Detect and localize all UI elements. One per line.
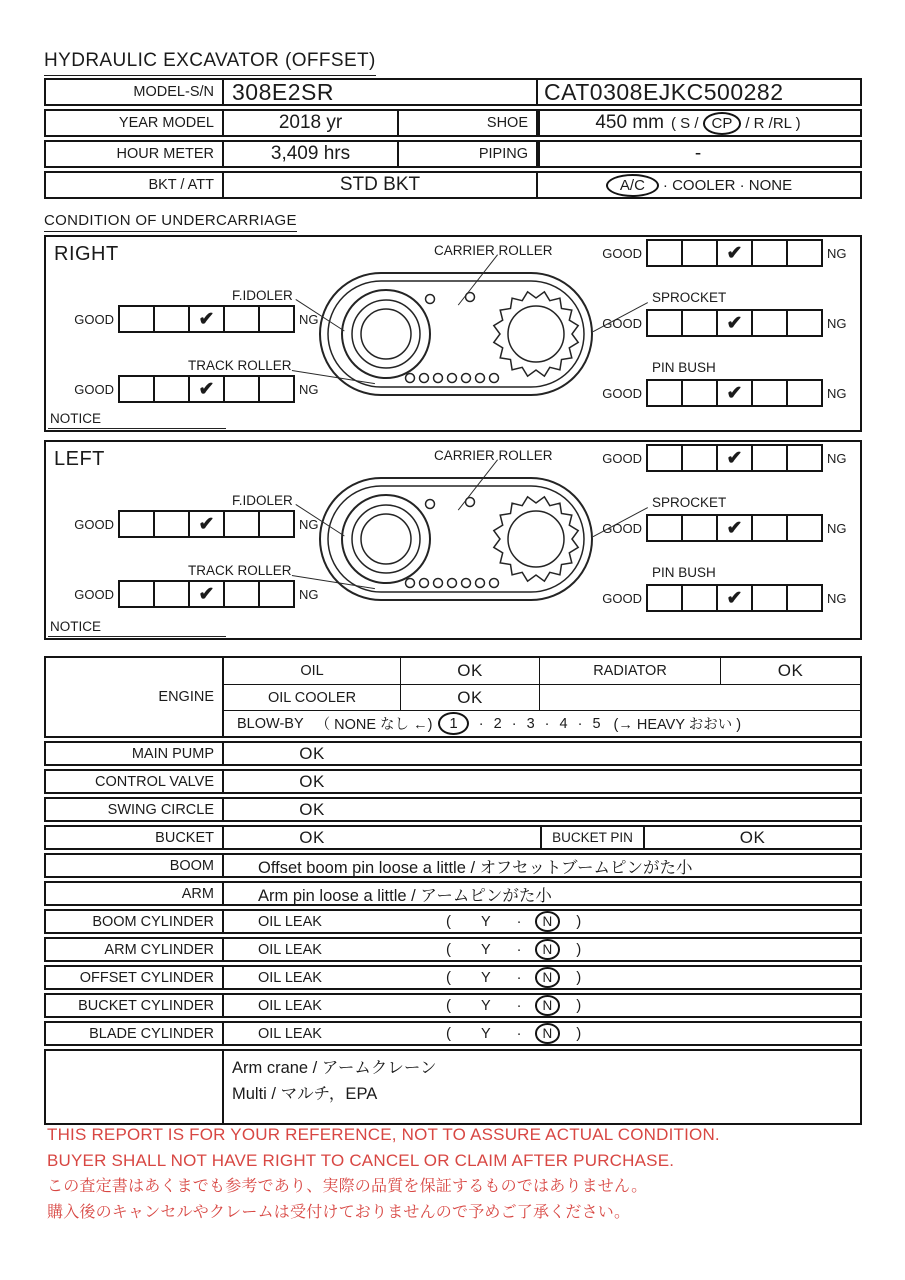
engine-label: ENGINE bbox=[46, 658, 224, 736]
bucket-value: OK bbox=[299, 827, 325, 847]
paren-close: ) bbox=[576, 997, 582, 1014]
rating-box bbox=[258, 512, 293, 536]
rating-box bbox=[188, 307, 223, 331]
check-mark: ✔ bbox=[726, 587, 743, 609]
rating-boxes bbox=[118, 305, 295, 333]
paren-open: ( bbox=[446, 997, 451, 1014]
rating-box bbox=[716, 516, 751, 540]
oil-leak-label: OIL LEAK bbox=[258, 1025, 322, 1042]
oil-cooler-label: OIL COOLER bbox=[224, 684, 400, 710]
rating-box bbox=[153, 582, 188, 606]
check-mark: ✔ bbox=[726, 312, 743, 334]
track-diagram bbox=[312, 259, 652, 409]
carrier-roller-label: CARRIER ROLLER bbox=[434, 448, 553, 463]
track-roller-icon bbox=[406, 579, 415, 588]
pin-bush-label: PIN BUSH bbox=[652, 565, 716, 580]
ng-label: NG bbox=[827, 450, 847, 466]
notes-content bbox=[224, 1051, 437, 1123]
paren-open: ( bbox=[446, 941, 451, 958]
sprocket-label: SPROCKET bbox=[652, 495, 727, 510]
dot-separator: · bbox=[516, 941, 522, 958]
front-idler-icon bbox=[342, 290, 430, 378]
bucket-cylinder-row bbox=[44, 993, 862, 1018]
boom-row bbox=[44, 853, 862, 878]
shoe-options-pre: ( S / bbox=[670, 114, 699, 132]
check-group-track-left bbox=[74, 580, 319, 608]
check-group-pinbush-left bbox=[602, 584, 847, 612]
arm-value: Arm pin loose a little / アームピンがた小 bbox=[258, 886, 552, 905]
ng-label: NG bbox=[299, 381, 319, 397]
leak-yes-option: Y bbox=[481, 1025, 491, 1042]
track-roller-icon bbox=[434, 374, 443, 383]
engine-empty-cell bbox=[539, 684, 860, 710]
shoe-label: SHOE bbox=[397, 111, 538, 135]
rating-boxes bbox=[118, 375, 295, 403]
track-roller-icon bbox=[490, 374, 499, 383]
carrier-roller-label: CARRIER ROLLER bbox=[434, 243, 553, 258]
good-label: GOOD bbox=[602, 520, 642, 536]
rating-box bbox=[751, 586, 786, 610]
rating-box bbox=[786, 446, 821, 470]
arm-label: ARM bbox=[46, 883, 224, 904]
leak-yes-option: Y bbox=[481, 969, 491, 986]
leak-yes-option: Y bbox=[481, 913, 491, 930]
carrier-roller-icon bbox=[426, 500, 435, 509]
boom-label: BOOM bbox=[46, 855, 224, 876]
check-group-carrier-left bbox=[602, 444, 847, 472]
notes-label-cell bbox=[46, 1051, 224, 1123]
rating-box bbox=[716, 586, 751, 610]
disclaimer bbox=[47, 1122, 720, 1226]
notes-row bbox=[44, 1049, 862, 1125]
ng-label: NG bbox=[827, 590, 847, 606]
hour-piping-row bbox=[44, 140, 862, 168]
sprocket-gear-icon bbox=[494, 292, 578, 376]
blowby-scale: · 2 · 3 · 4 · 5 bbox=[478, 715, 604, 732]
good-label: GOOD bbox=[602, 245, 642, 261]
check-mark: ✔ bbox=[198, 378, 215, 400]
undercarriage-panel-right bbox=[44, 235, 862, 432]
sprocket-gear-icon bbox=[494, 497, 578, 581]
dot-separator: · bbox=[516, 913, 522, 930]
oil-leak-label: OIL LEAK bbox=[258, 913, 322, 930]
oil-leak-label: OIL LEAK bbox=[258, 997, 322, 1014]
blade-cylinder-row bbox=[44, 1021, 862, 1046]
paren-close: ) bbox=[576, 1025, 582, 1042]
sprocket-label: SPROCKET bbox=[652, 290, 727, 305]
track-diagram bbox=[312, 464, 652, 614]
rating-box bbox=[120, 582, 153, 606]
track-roller-label: TRACK ROLLER bbox=[188, 563, 292, 578]
rating-boxes bbox=[646, 514, 823, 542]
ng-label: NG bbox=[827, 520, 847, 536]
control-valve-row bbox=[44, 769, 862, 794]
oil-label: OIL bbox=[300, 663, 324, 679]
ng-label: NG bbox=[827, 245, 847, 261]
boom-value: Offset boom pin loose a little / オフセットブームピンがた小 bbox=[258, 858, 693, 877]
blowby-selected-circle: 1 bbox=[438, 712, 468, 735]
rating-box bbox=[188, 582, 223, 606]
check-group-sprocket-left bbox=[602, 514, 847, 542]
page-title: HYDRAULIC EXCAVATOR (OFFSET) bbox=[44, 50, 376, 76]
rating-box bbox=[681, 516, 716, 540]
side-label-left: LEFT bbox=[54, 448, 105, 470]
rating-box bbox=[223, 582, 258, 606]
bkt-att-row bbox=[44, 171, 862, 199]
check-group-idoler-left bbox=[74, 510, 319, 538]
paren-open: ( bbox=[446, 969, 451, 986]
track-roller-icon bbox=[476, 579, 485, 588]
rating-boxes bbox=[118, 580, 295, 608]
blowby-row bbox=[224, 710, 860, 736]
control-valve-value: OK bbox=[299, 771, 325, 791]
rating-box bbox=[153, 512, 188, 536]
pin-bush-label: PIN BUSH bbox=[652, 360, 716, 375]
model-sn-label: MODEL-S/N bbox=[46, 80, 224, 104]
bkt-att-value: STD BKT bbox=[339, 174, 421, 195]
rating-box bbox=[751, 311, 786, 335]
rating-box bbox=[786, 381, 821, 405]
hour-meter-label: HOUR METER bbox=[46, 142, 224, 166]
ng-label: NG bbox=[299, 516, 319, 532]
ng-label: NG bbox=[827, 315, 847, 331]
swing-circle-label: SWING CIRCLE bbox=[46, 799, 224, 820]
rating-box bbox=[258, 377, 293, 401]
paren-open: ( bbox=[446, 913, 451, 930]
check-group-pinbush-right bbox=[602, 379, 847, 407]
rating-box bbox=[681, 446, 716, 470]
leak-no-selected-circle: N bbox=[535, 939, 561, 960]
rating-box bbox=[716, 311, 751, 335]
rating-box bbox=[153, 307, 188, 331]
rating-box bbox=[153, 377, 188, 401]
ng-label: NG bbox=[827, 385, 847, 401]
arm-cylinder-label: ARM CYLINDER bbox=[46, 939, 224, 960]
side-label-right: RIGHT bbox=[54, 243, 119, 265]
oil-value: OK bbox=[400, 658, 539, 684]
check-group-idoler-right bbox=[74, 305, 319, 333]
bucket-cylinder-label: BUCKET CYLINDER bbox=[46, 995, 224, 1016]
good-label: GOOD bbox=[74, 516, 114, 532]
radiator-label: RADIATOR bbox=[539, 658, 720, 684]
track-roller-icon bbox=[420, 374, 429, 383]
rating-boxes bbox=[646, 309, 823, 337]
rating-box bbox=[120, 307, 153, 331]
boom-cylinder-row bbox=[44, 909, 862, 934]
ng-label: NG bbox=[299, 311, 319, 327]
bucket-pin-value: OK bbox=[739, 827, 766, 847]
good-label: GOOD bbox=[74, 311, 114, 327]
rating-box bbox=[223, 377, 258, 401]
rating-box bbox=[751, 516, 786, 540]
shoe-selected-circle: CP bbox=[703, 112, 742, 135]
dot-separator: · bbox=[516, 1025, 522, 1042]
control-valve-label: CONTROL VALVE bbox=[46, 771, 224, 792]
paren-close: ) bbox=[576, 969, 582, 986]
carrier-roller-icon bbox=[426, 295, 435, 304]
rating-boxes bbox=[646, 444, 823, 472]
dot-separator: · bbox=[516, 969, 522, 986]
check-group-track-right bbox=[74, 375, 319, 403]
rating-boxes bbox=[118, 510, 295, 538]
track-roller-icon bbox=[490, 579, 499, 588]
swing-circle-value: OK bbox=[299, 799, 325, 819]
offset-cylinder-label: OFFSET CYLINDER bbox=[46, 967, 224, 988]
leak-no-selected-circle: N bbox=[535, 1023, 561, 1044]
ac-selected-circle: A/C bbox=[606, 174, 659, 197]
rating-box bbox=[223, 307, 258, 331]
check-group-sprocket-right bbox=[602, 309, 847, 337]
serial-number-value: CAT0308EJKC500282 bbox=[536, 80, 856, 104]
good-label: GOOD bbox=[602, 385, 642, 401]
leak-yes-option: Y bbox=[481, 941, 491, 958]
rating-box bbox=[120, 512, 153, 536]
good-label: GOOD bbox=[602, 315, 642, 331]
rating-box bbox=[648, 381, 681, 405]
main-pump-value: OK bbox=[299, 743, 325, 763]
rating-boxes bbox=[646, 379, 823, 407]
paren-close: ) bbox=[576, 941, 582, 958]
note-line: Multi / マルチ，EPA bbox=[232, 1085, 378, 1103]
rating-box bbox=[786, 516, 821, 540]
oil-cooler-value: OK bbox=[400, 684, 539, 710]
disclaimer-line: BUYER SHALL NOT HAVE RIGHT TO CANCEL OR CLAIM AFTER PURCHASE. bbox=[47, 1151, 675, 1170]
rating-boxes bbox=[646, 584, 823, 612]
leak-yes-option: Y bbox=[481, 997, 491, 1014]
rating-box bbox=[716, 241, 751, 265]
swing-circle-row bbox=[44, 797, 862, 822]
bkt-att-label: BKT / ATT bbox=[46, 173, 224, 197]
rating-box bbox=[751, 446, 786, 470]
main-pump-label: MAIN PUMP bbox=[46, 743, 224, 764]
track-roller-icon bbox=[448, 579, 457, 588]
disclaimer-line: この査定書はあくまでも参考であり、実際の品質を保証するものではありません。 bbox=[47, 1178, 648, 1195]
rating-box bbox=[786, 586, 821, 610]
paren-close: ) bbox=[576, 913, 582, 930]
good-label: GOOD bbox=[74, 381, 114, 397]
model-row bbox=[44, 78, 862, 106]
disclaimer-line: 購入後のキャンセルやクレームは受付けておりませんので予めご了承ください。 bbox=[47, 1204, 631, 1221]
rating-box bbox=[188, 377, 223, 401]
check-mark: ✔ bbox=[198, 583, 215, 605]
track-roller-icon bbox=[434, 579, 443, 588]
good-label: GOOD bbox=[602, 450, 642, 466]
rating-box bbox=[648, 586, 681, 610]
rating-box bbox=[716, 381, 751, 405]
arm-cylinder-row bbox=[44, 937, 862, 962]
check-group-carrier-right bbox=[602, 239, 847, 267]
track-roller-icon bbox=[476, 374, 485, 383]
leak-no-selected-circle: N bbox=[535, 967, 561, 988]
offset-cylinder-row bbox=[44, 965, 862, 990]
undercarriage-heading: CONDITION OF UNDERCARRIAGE bbox=[44, 212, 297, 232]
rating-box bbox=[223, 512, 258, 536]
track-roller-icon bbox=[420, 579, 429, 588]
check-mark: ✔ bbox=[726, 242, 743, 264]
rating-box bbox=[681, 586, 716, 610]
track-roller-icon bbox=[448, 374, 457, 383]
bucket-row bbox=[44, 825, 862, 850]
paren-open: ( bbox=[446, 1025, 451, 1042]
rating-box bbox=[120, 377, 153, 401]
rating-box bbox=[258, 307, 293, 331]
rating-box bbox=[786, 241, 821, 265]
year-shoe-row bbox=[44, 109, 862, 137]
oil-leak-label: OIL LEAK bbox=[258, 969, 322, 986]
inspection-table bbox=[44, 656, 862, 1125]
rating-box bbox=[648, 516, 681, 540]
hour-meter-value: 3,409 hrs bbox=[270, 143, 351, 164]
dot-separator: · bbox=[516, 997, 522, 1014]
note-line: Arm crane / アームクレーン bbox=[232, 1059, 437, 1077]
rating-box bbox=[681, 311, 716, 335]
piping-label: PIPING bbox=[397, 142, 538, 166]
header-table bbox=[44, 78, 862, 202]
blowby-scale-pre: （ NONE なし ←) bbox=[315, 717, 433, 733]
rating-box bbox=[648, 311, 681, 335]
f-idoler-label: F.IDOLER bbox=[232, 288, 293, 303]
shoe-value bbox=[538, 111, 856, 135]
front-idler-icon bbox=[342, 495, 430, 583]
undercarriage-panel-left bbox=[44, 440, 862, 640]
main-pump-row bbox=[44, 741, 862, 766]
year-model-label: YEAR MODEL bbox=[46, 111, 224, 135]
good-label: GOOD bbox=[602, 590, 642, 606]
track-roller-label: TRACK ROLLER bbox=[188, 358, 292, 373]
rating-box bbox=[716, 446, 751, 470]
f-idoler-label: F.IDOLER bbox=[232, 493, 293, 508]
track-roller-icon bbox=[462, 374, 471, 383]
ng-label: NG bbox=[299, 586, 319, 602]
shoe-width-value: 450 mm bbox=[595, 112, 664, 133]
oil-leak-label: OIL LEAK bbox=[258, 941, 322, 958]
rating-box bbox=[681, 241, 716, 265]
rating-box bbox=[751, 381, 786, 405]
bucket-label: BUCKET bbox=[46, 827, 224, 848]
notice-label: NOTICE bbox=[48, 619, 226, 637]
bucket-pin-label: BUCKET PIN bbox=[540, 827, 645, 848]
disclaimer-line: THIS REPORT IS FOR YOUR REFERENCE, NOT TO ASSURE ACTUAL CONDITION. bbox=[47, 1125, 720, 1144]
year-model-value: 2018 yr bbox=[278, 112, 343, 133]
blade-cylinder-label: BLADE CYLINDER bbox=[46, 1023, 224, 1044]
check-mark: ✔ bbox=[198, 308, 215, 330]
shoe-options-post: / R /RL ) bbox=[745, 114, 801, 132]
check-mark: ✔ bbox=[198, 513, 215, 535]
rating-box bbox=[681, 381, 716, 405]
rating-box bbox=[258, 582, 293, 606]
rating-box bbox=[751, 241, 786, 265]
check-mark: ✔ bbox=[726, 517, 743, 539]
track-roller-icon bbox=[462, 579, 471, 588]
rating-box bbox=[188, 512, 223, 536]
check-mark: ✔ bbox=[726, 382, 743, 404]
engine-block bbox=[44, 656, 862, 738]
leak-no-selected-circle: N bbox=[535, 911, 561, 932]
boom-cylinder-label: BOOM CYLINDER bbox=[46, 911, 224, 932]
track-roller-icon bbox=[406, 374, 415, 383]
notice-label: NOTICE bbox=[48, 411, 226, 429]
rating-box bbox=[648, 241, 681, 265]
blowby-label: BLOW-BY bbox=[237, 715, 304, 732]
arm-row bbox=[44, 881, 862, 906]
piping-value: - bbox=[538, 142, 856, 166]
check-mark: ✔ bbox=[726, 447, 743, 469]
good-label: GOOD bbox=[74, 586, 114, 602]
rating-box bbox=[648, 446, 681, 470]
model-sn-value: 308E2SR bbox=[232, 78, 334, 105]
radiator-value: OK bbox=[720, 658, 860, 684]
ac-cooler-value bbox=[536, 173, 856, 197]
blowby-scale-post: (→ HEAVY おおい ) bbox=[613, 717, 742, 733]
rating-boxes bbox=[646, 239, 823, 267]
leak-no-selected-circle: N bbox=[535, 995, 561, 1016]
spacer bbox=[400, 827, 540, 848]
ac-options-rest: · COOLER · NONE bbox=[662, 176, 793, 194]
rating-box bbox=[786, 311, 821, 335]
